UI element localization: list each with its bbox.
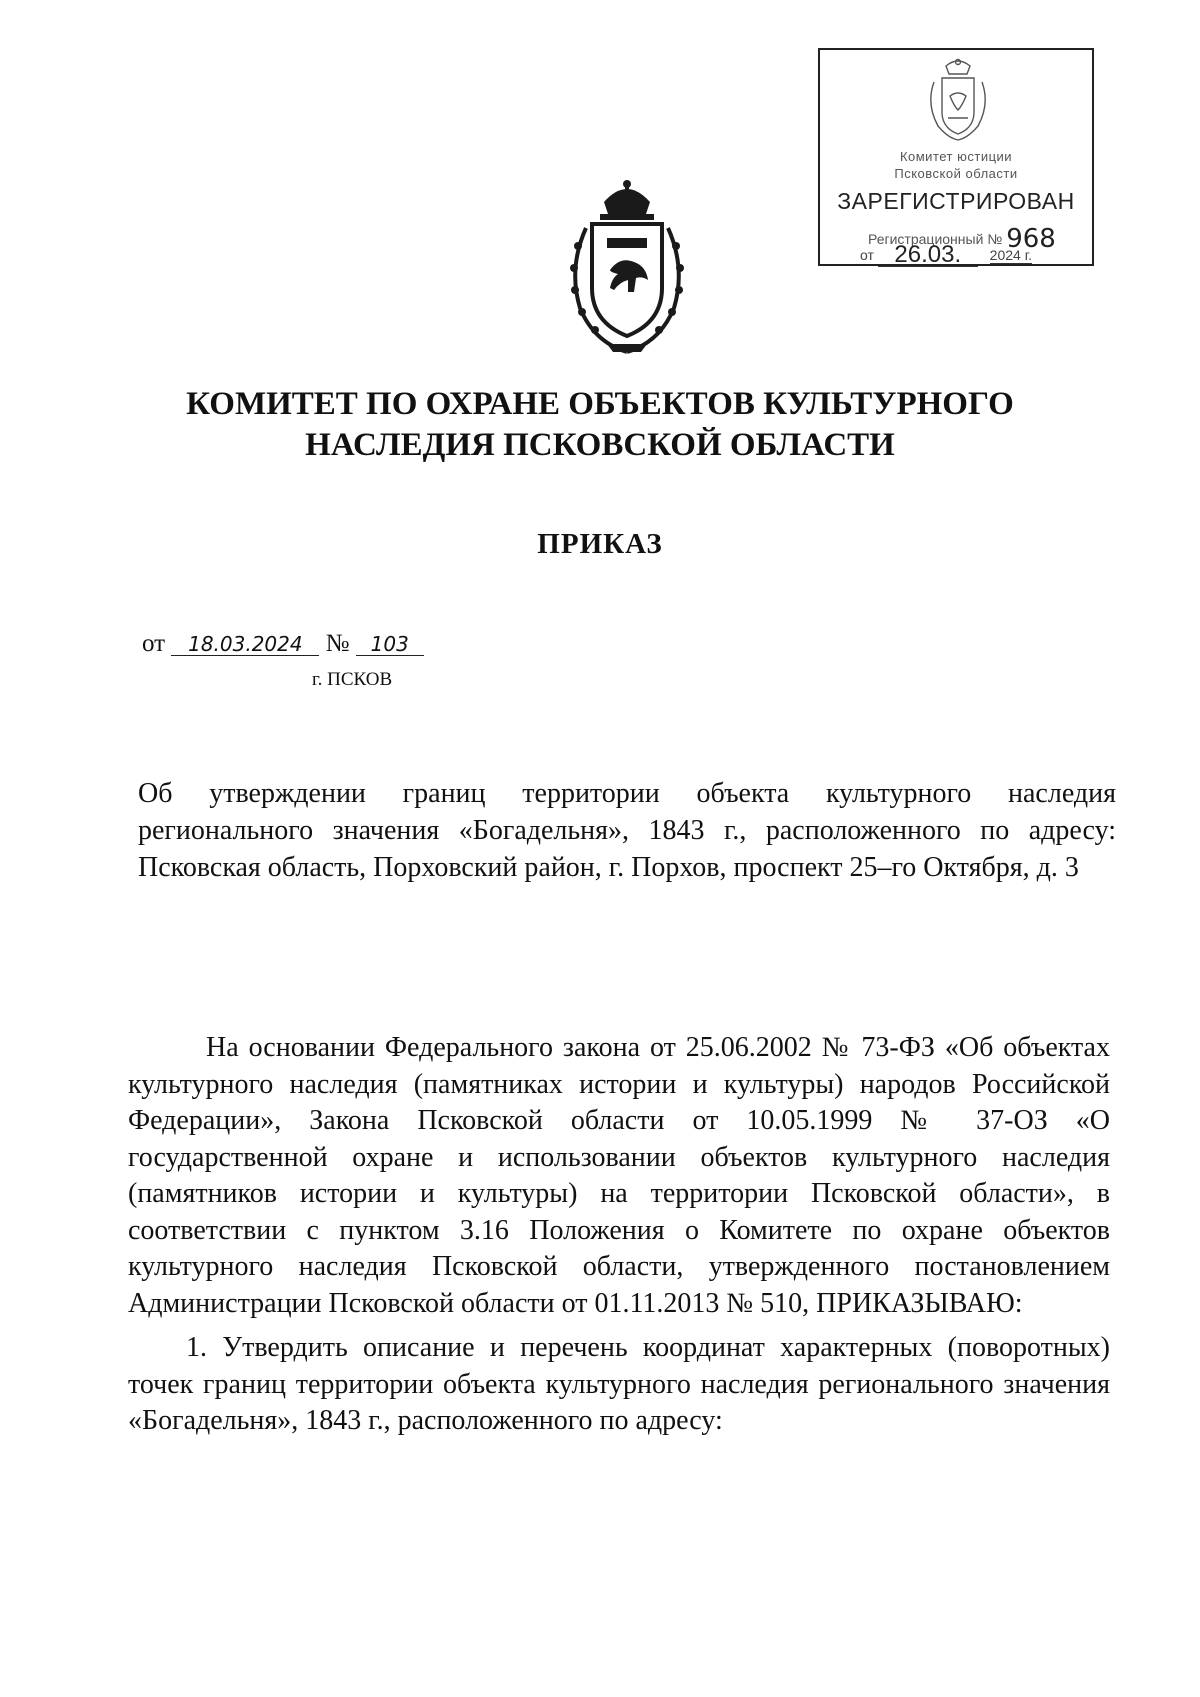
organization-title-line2: НАСЛЕДИЯ ПСКОВСКОЙ ОБЛАСТИ [305,427,895,463]
order-item-1: 1. Утвердить описание и перечень координат характерных (поворотных) точек границ территории объекта культурного наследия регионального значения «Богадельня», 1843 г., расположенного по адресу: [128,1332,1110,1436]
order-body [128,1030,1110,1440]
registration-stamp [818,48,1094,266]
stamp-date [860,241,1032,268]
stamp-year-value: 2024 г. [989,247,1032,263]
document-type: ПРИКАЗ [537,528,663,560]
order-date-line [142,630,424,658]
order-preamble: На основании Федерального закона от 25.06.2002 № 73-ФЗ «Об объектах культурного наследия (памятниках истории и культуры) народов Российской Федерации», Закона Псковской области от 10.05.1999 № 37-ОЗ «О государственной охране и использовании объектов культурного наследия (памятников истории и культуры) на территории Псковской области», в соответствии с пунктом 3.16 Положения о Комитете по охране объектов культурного наследия Псковской области, утвержденного постановлением Администрации Псковской области от 01.11.2013 № 510, ПРИКАЗЫВАЮ: [128,1032,1110,1319]
order-from-label: от [142,630,166,657]
stamp-reg-number: 968 [1006,224,1056,254]
order-subject: Об утверждении границ территории объекта культурного наследия регионального значения «Богадельня», 1843 г., расположенного по адресу: Псковская область, Порховский район, г. Порхов, проспект 25–го Октября, д. 3 [138,778,1116,883]
organization-title [140,384,1060,466]
stamp-org-line2: Псковской области [894,166,1018,181]
organization-title-line1: КОМИТЕТ ПО ОХРАНЕ ОБЪЕКТОВ КУЛЬТУРНОГО [186,386,1014,422]
stamp-date-prefix: от [860,247,874,263]
stamp-organization [820,148,1092,182]
order-date: 18.03.2024 [171,633,319,656]
coat-of-arms-icon [562,176,692,356]
stamp-reg-label: Регистрационный № [868,231,1003,247]
stamp-title: ЗАРЕГИСТРИРОВАН [837,188,1075,214]
stamp-date-value: 26.03. [878,244,978,267]
order-number: 103 [356,633,424,656]
stamp-coat-of-arms-icon [920,56,996,146]
stamp-org-line1: Комитет юстиции [899,149,1013,164]
order-city: г. ПСКОВ [312,669,393,690]
order-number-label: № [325,630,350,657]
